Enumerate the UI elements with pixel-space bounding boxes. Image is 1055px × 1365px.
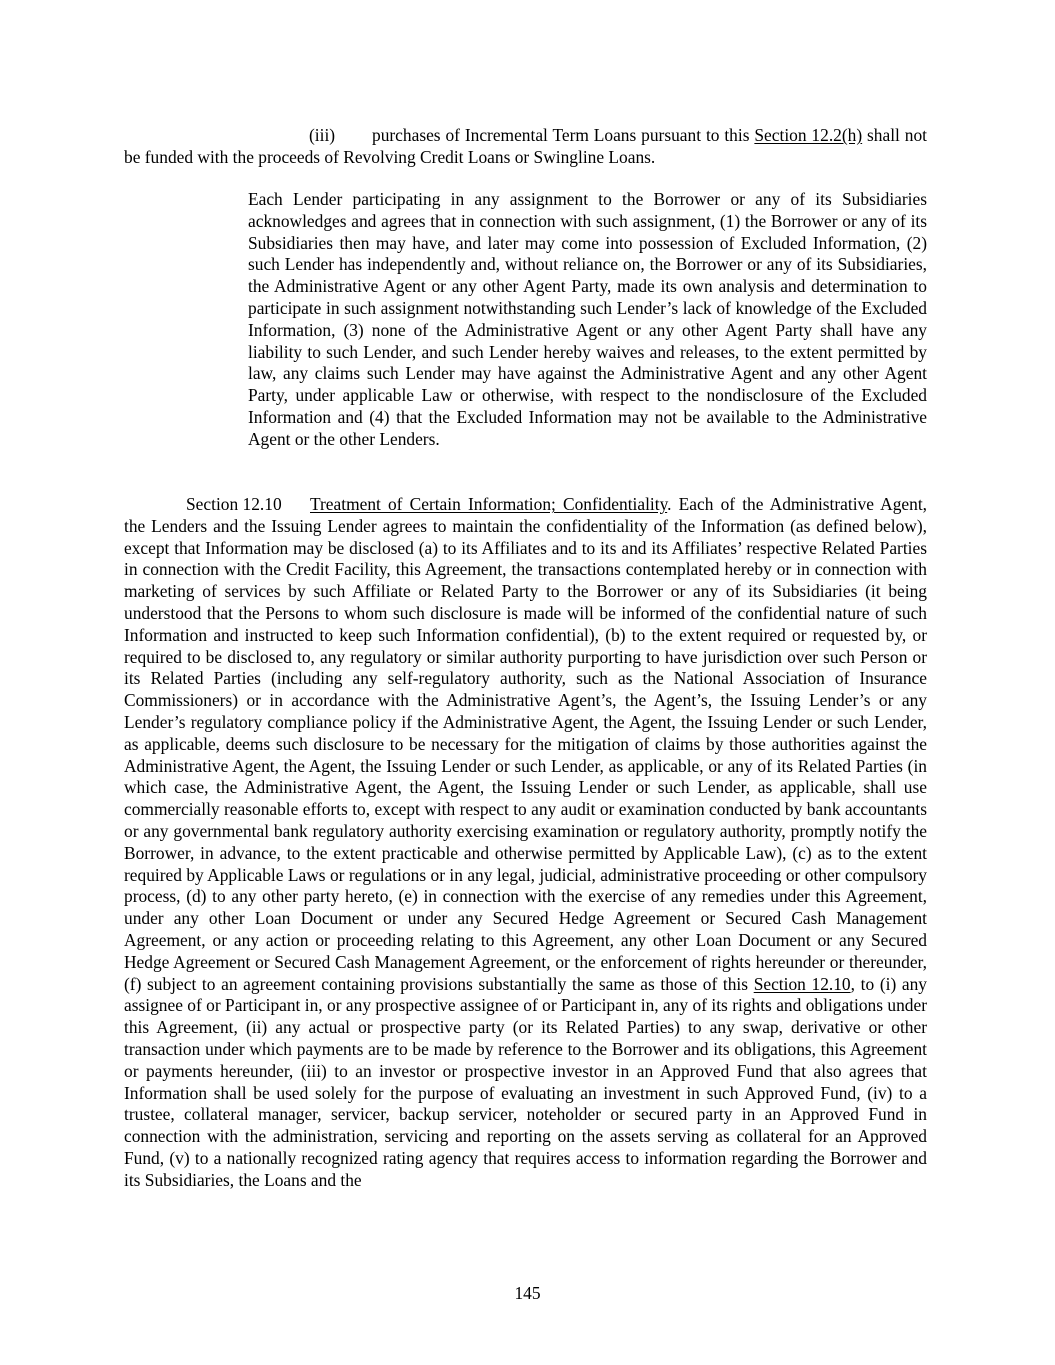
clause-text-continued: shall not be funded with the proceeds of Revolving Credit Loans or Swingline Loans. xyxy=(124,125,927,167)
section-number: Section 12.10 xyxy=(186,494,282,514)
section-reference-link: Section 12.2(h) xyxy=(754,125,863,145)
section-reference-link: Section 12.10 xyxy=(753,973,851,994)
section-heading: Treatment of Certain Information; Confidentiality xyxy=(310,494,668,514)
clause-iii-paragraph xyxy=(124,125,927,169)
section-body-text-continued: , to (i) any assignee of or Participant in, or any prospective assignee of or Participant in, any of its rights and obligations under this Agreement, (ii) any actual or prospective party (or its Related Parties) to any swap, derivative or other transaction under which payments are to be made by reference to the Borrower and its obligations, this Agreement or payments hereunder, (iii) to an investor or prospective investor in an Approved Fund that also agrees that Information shall be used solely for the purpose of evaluating an investment in such Approved Fund, (iv) to a trustee, collateral manager, servicer, backup servicer, noteholder or secured party in an Approved Fund in connection with the administration, servicing and reporting on the assets serving as collateral for an Approved Fund, (v) to a nationally recognized rating agency that requires access to information regarding the Borrower and its Subsidiaries, the Loans and the xyxy=(124,973,927,1190)
page-number: 145 xyxy=(514,1283,541,1303)
block-paragraph: Each Lender participating in any assignment to the Borrower or any of its Subsidiaries acknowledges and agrees that in connection with such assignment, (1) the Borrower or any of its Subsidiaries then may have, and later may come into possession of Excluded Information, (2) such Lender has independently and, without reliance on, the Borrower or any of its Subsidiaries, the Administrative Agent or any other Agent Party, made its own analysis and determination to participate in such assignment notwithstanding such Lender’s lack of knowledge of the Excluded Information, (3) none of the Administrative Agent or any other Agent Party shall have any liability to such Lender, and such Lender hereby waives and releases, to the extent permitted by law, any claims such Lender may have against the Administrative Agent and any other Agent Party, under applicable Law or otherwise, with respect to the nondisclosure of the Excluded Information and (4) that the Excluded Information may not be available to the Administrative Agent or the other Lenders. xyxy=(248,189,927,449)
section-body-text: Each of the Administrative Agent, the Lenders and the Issuing Lender agrees to maintain the confidentiality of the Information (as defined below), except that Information may be disclosed (a) to its Affiliates and to its and its Affiliates’ respective Related Parties in connection with the Credit Facility, this Agreement, the transactions contemplated hereby or in connection with marketing of services by such Affiliate or Related Party to the Borrower or any of its Subsidiaries (it being understood that the Persons to whom such disclosure is made will be informed of the confidential nature of such Information and instructed to keep such Information confidential), (b) to the extent required or requested by, or required to be disclosed to, any regulatory or similar authority purporting to have jurisdiction over such Person or its Related Parties (including any self-regulatory authority, such as the National Association of Insurance Commissioners) or in accordance with the Administrative Agent’s, the Agent’s, the Issuing Lender’s or any Lender’s regulatory compliance policy if the Administrative Agent, the Agent, the Issuing Lender or such Lender, as applicable, deems such disclosure to be necessary for the mitigation of claims by those authorities against the Administrative Agent, the Agent, the Issuing Lender or such Lender, as applicable, or any of its Related Parties (in which case, the Administrative Agent, the Agent, the Issuing Lender or such Lender, as applicable, shall use commercially reasonable efforts to, except with respect to any audit or examination conducted by bank accountants or any governmental bank regulatory authority exercising examination or regulatory authority, promptly notify the Borrower, in advance, to the extent practicable and otherwise permitted by Applicable Law), (c) as to the extent required by Applicable Laws or regulations or in any legal, judicial, administrative proceeding or other compulsory process, (d) to any other party hereto, (e) in connection with the exercise of any remedies under this Agreement, under any other Loan Document or under any Secured Hedge Agreement or Secured Cash Management Agreement, or any action or proceeding relating to this Agreement, any other Loan Document or any Secured Hedge Agreement or Secured Cash Management Agreement, or the enforcement of rights hereunder or thereunder, (f) subject to an agreement containing provisions substantially the same as those of this xyxy=(124,494,927,994)
clause-number: (iii) xyxy=(309,125,336,145)
section-12-10-paragraph xyxy=(124,494,927,1192)
heading-punctuation: . xyxy=(667,494,679,514)
clause-text: purchases of Incremental Term Loans pursuant to this xyxy=(372,125,755,145)
